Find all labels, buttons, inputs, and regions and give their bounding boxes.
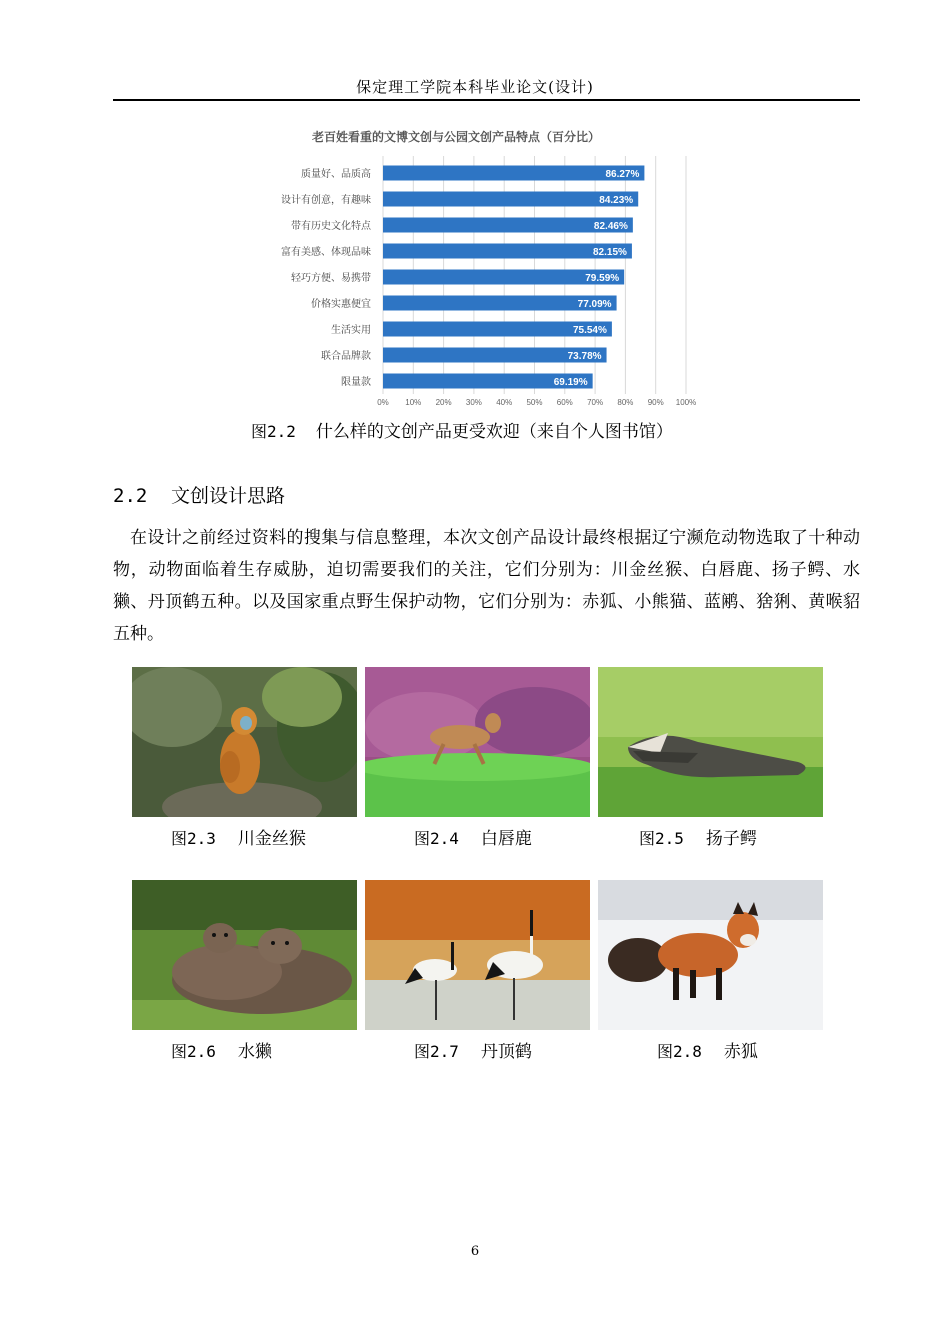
otter-photo — [132, 880, 357, 1030]
bar-chart — [250, 122, 710, 414]
figure-caption — [171, 1037, 272, 1062]
x-tick-label: 100% — [675, 398, 697, 407]
category-label: 价格实惠便宜 — [311, 299, 371, 310]
bar-value-label: 86.27% — [605, 169, 640, 180]
figure-2-2-label: 图2.2 — [251, 422, 296, 441]
figure-name: 扬子鳄 — [705, 829, 757, 849]
category-label: 轻巧方便、易携带 — [291, 273, 371, 284]
x-tick-label: 30% — [465, 398, 482, 407]
page-number: 6 — [470, 1244, 480, 1259]
category-label: 设计有创意，有趣味 — [281, 195, 371, 206]
figure-label: 图2.6 — [171, 1042, 216, 1061]
figure-2-2-text: 什么样的文创产品更受欢迎（来自个人图书馆） — [315, 422, 673, 442]
figure-caption — [414, 1037, 532, 1062]
section-title: 文创设计思路 — [171, 485, 286, 507]
x-tick-label: 50% — [526, 398, 543, 407]
figure-label: 图2.8 — [657, 1042, 702, 1061]
x-tick-label: 60% — [556, 398, 573, 407]
x-tick-label: 70% — [587, 398, 604, 407]
category-label: 生活实用 — [331, 325, 371, 336]
figure-label: 图2.5 — [639, 829, 684, 848]
figure-2-2-caption — [251, 417, 673, 442]
figure-caption — [414, 824, 532, 849]
bar-value-label: 75.54% — [572, 325, 607, 336]
chinese-alligator-photo — [598, 667, 823, 817]
figure-name: 赤狐 — [723, 1042, 758, 1062]
red-crowned-crane-photo — [365, 880, 590, 1030]
bar-value-label: 84.23% — [599, 195, 634, 206]
x-tick-label: 40% — [496, 398, 513, 407]
header-rule — [113, 99, 860, 101]
category-label: 质量好、品质高 — [301, 169, 371, 180]
running-header: 保定理工学院本科毕业论文(设计) — [356, 78, 594, 96]
white-lipped-deer-photo — [365, 667, 590, 817]
x-tick-label: 80% — [617, 398, 634, 407]
x-tick-label: 10% — [405, 398, 422, 407]
figure-caption — [657, 1037, 758, 1062]
figure-caption — [171, 824, 306, 849]
bar-value-label: 82.15% — [592, 247, 627, 258]
figure-label: 图2.4 — [414, 829, 459, 848]
x-tick-label: 0% — [377, 398, 389, 407]
bar-value-label: 79.59% — [585, 273, 620, 284]
figure-label: 图2.3 — [171, 829, 216, 848]
body-paragraph: 在设计之前经过资料的搜集与信息整理，本次文创产品设计最终根据辽宁濒危动物选取了十种动物，动物面临着生存威胁，迫切需要我们的关注，它们分别为：川金丝猴、白唇鹿、扬子鳄、水獭、丹顶鹤五种。以及国家重点野生保护动物，它们分别为：赤狐、小熊猫、蓝鹇、猞猁、黄喉貂五种。 — [113, 528, 860, 644]
figure-name: 丹顶鹤 — [480, 1042, 532, 1062]
bar-value-label: 69.19% — [553, 377, 588, 388]
category-label: 富有美感、体现品味 — [281, 247, 371, 258]
red-fox-photo — [598, 880, 823, 1030]
figure-caption — [639, 824, 757, 849]
figure-label: 图2.7 — [414, 1042, 459, 1061]
category-label: 限量款 — [341, 377, 371, 388]
category-label: 带有历史文化特点 — [291, 221, 371, 232]
figure-name: 水獭 — [237, 1042, 272, 1062]
section-heading — [113, 481, 285, 508]
golden-monkey-photo — [132, 667, 357, 817]
figure-name: 川金丝猴 — [237, 829, 306, 849]
category-label: 联合品牌款 — [321, 351, 371, 362]
x-tick-label: 90% — [647, 398, 664, 407]
chart-title: 老百姓看重的文博文创与公园文创产品特点（百分比） — [311, 130, 601, 144]
bar-value-label: 73.78% — [567, 351, 602, 362]
figure-name: 白唇鹿 — [480, 829, 532, 849]
bar-value-label: 82.46% — [593, 221, 628, 232]
section-number: 2.2 — [113, 485, 148, 507]
x-tick-label: 20% — [435, 398, 452, 407]
bar-value-label: 77.09% — [577, 299, 612, 310]
